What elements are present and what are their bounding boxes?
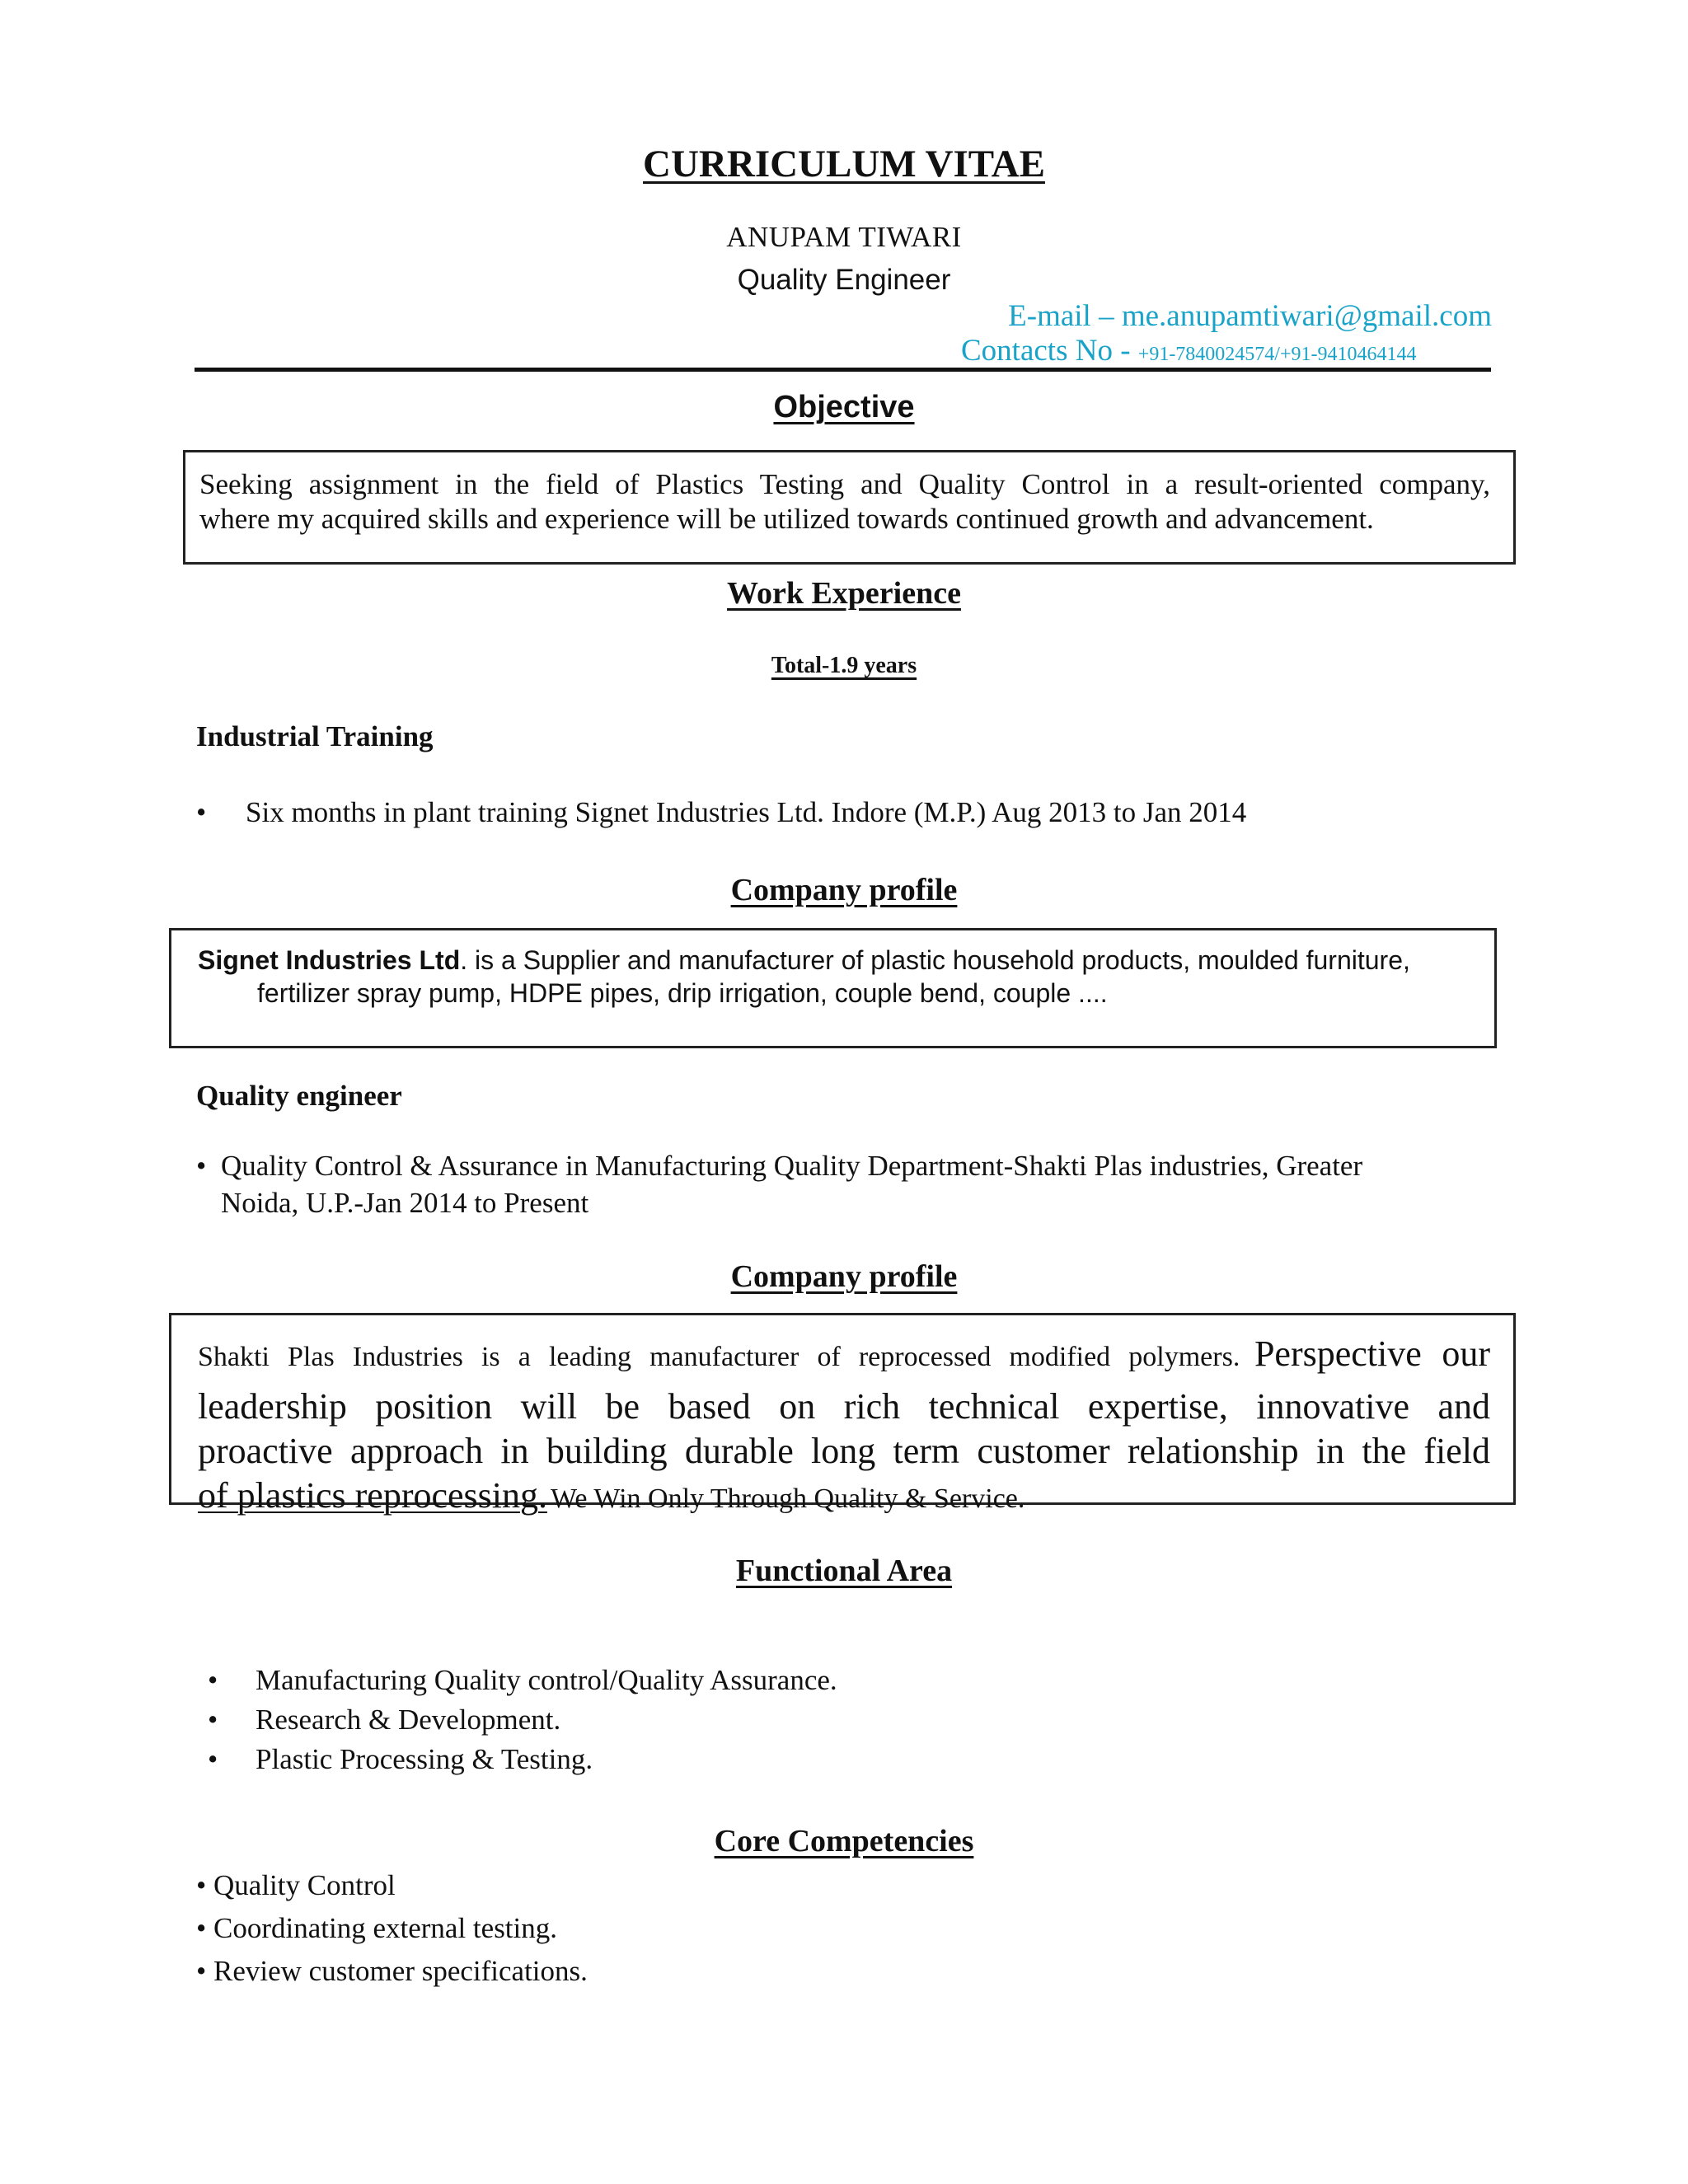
email-line[interactable]: E-mail – me.anupamtiwari@gmail.com [1008,299,1492,333]
bullet-icon: • [196,1150,207,1182]
signet-profile-box [169,928,1497,1048]
candidate-role: Quality Engineer [737,264,951,296]
header-divider [195,368,1491,372]
bullet-icon: • [208,1743,218,1775]
objective-line-1: Seeking assignment in the field of Plastics Testing and Quality Control in a result-oriented company, [199,468,1490,500]
shakti-line-4: of plastics reprocessing. We Win Only Through Quality & Service. [198,1475,1025,1516]
bullet-icon: • [196,1869,207,1901]
shakti-profile-box [169,1313,1516,1516]
objective-box [183,450,1516,565]
objective-line-2: where my acquired skills and experience will be utilized towards continued growth and advancement. [199,503,1374,535]
signet-name: Signet Industries Ltd [198,945,461,975]
bullet-icon: • [196,796,207,828]
work-experience-heading: Work Experience [727,576,961,611]
list-item: • Research & Development. [196,1700,837,1740]
functional-area-heading: Functional Area [735,1554,953,1588]
list-item: • Plastic Processing & Testing. [196,1740,837,1779]
shakti-line-1: Shakti Plas Industries is a leading manufacturer of reprocessed modified polymers. Perspective our [198,1333,1491,1374]
cv-page: CURRICULUM VITAE ANUPAM TIWARI Quality Engineer E-mail – me.anupamtiwari@gmail.com Contacts No - +91-7840024574/+91-9410464144 Objective Seeking assignment in the field of Plastics Testing and Quality Control in a result-oriented company, where my acquired skills and experience will be utilized towards continued growth and advancement. Work Experience Total-1.9 years Industrial Training • Six months in plant training Signet Industries Ltd. Indore (M.P.) Aug 2013 to Jan 2014 Company profile Signet Industries Ltd. is a Supplier and manufacturer of plastic household products, moulded furniture, fertilizer spray pump, HDPE pipes, drip irrigation, couple bend, couple .... Quality engineer • Quality Control & Assurance in Manufacturing Quality Department-Shakti Plas industries, Greater Noida, U.P.-Jan 2014 to Present Company profile Shakti Plas Industries is a leading manufacturer of reprocessed modified polymers. Perspective our leadership position will be based on rich technical expertise, innovative and proactive approach in building durable long term customer relationship in the field of plastics reprocessing. We Win Only Through Quality & Service. Functional Area • Manufacturing Quality control/Quality Assurance. • Research & Development. • Plastic Processing & Testing. Core Competencies • Quality Control • Coordinating external testing. • Review customer specifications. [0,0,1688,2184]
objective-heading: Objective [773,390,915,424]
shakti-line-2: leadership position will be based on rich technical expertise, innovative and [198,1386,1490,1427]
functional-area-list [196,1661,837,1779]
document-title: CURRICULUM VITAE [643,143,1045,185]
bullet-icon: • [208,1664,218,1696]
signet-line-1: Signet Industries Ltd. is a Supplier and manufacturer of plastic household products, moulded furniture, [198,945,1410,975]
list-item: • Quality Control [196,1869,396,1901]
phone-line[interactable] [961,333,1417,368]
company-profile-heading-2: Company profile [730,1259,958,1294]
phone-numbers: +91-7840024574/+91-9410464144 [1137,344,1417,365]
list-item: • Manufacturing Quality control/Quality Assurance. [196,1661,837,1700]
bullet-icon: • [196,1912,207,1944]
core-competencies-list [196,1864,588,1993]
shakti-line-3: proactive approach in building durable long term customer relationship in the field [198,1431,1490,1471]
bullet-icon: • [196,1955,207,1987]
industrial-training-heading: Industrial Training [196,720,434,752]
candidate-name: ANUPAM TIWARI [726,221,962,253]
bullet-icon: • [208,1704,218,1736]
list-item: • Review customer specifications. [196,1955,588,1987]
total-experience: Total-1.9 years [771,653,917,678]
phone-label: Contacts No - [961,334,1138,368]
company-profile-heading-1: Company profile [730,873,958,907]
signet-line-2: fertilizer spray pump, HDPE pipes, drip irrigation, couple bend, couple .... [257,978,1108,1008]
core-competencies-heading: Core Competencies [714,1824,974,1858]
list-item: • Coordinating external testing. [196,1912,558,1944]
quality-engineer-heading: Quality engineer [196,1080,402,1112]
